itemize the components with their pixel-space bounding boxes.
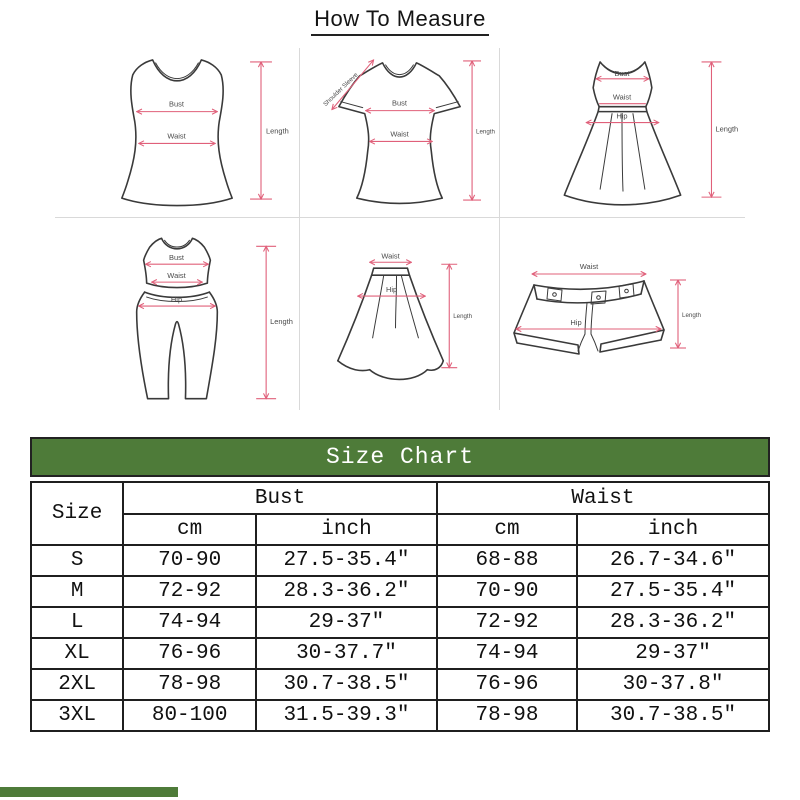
length-label: Length xyxy=(476,128,495,136)
measure-lines xyxy=(516,274,686,348)
bust-cm-cell: 78-98 xyxy=(123,669,256,700)
bust-inch-cell: 28.3-36.2″ xyxy=(256,576,437,607)
measurement-illustrations-grid xyxy=(55,48,745,410)
waist-inch-cell: 30.7-38.5″ xyxy=(577,700,769,731)
size-chart-section xyxy=(30,437,770,732)
waist-cm-cell: 78-98 xyxy=(437,700,577,731)
size-cell: S xyxy=(31,545,123,576)
illustration-cell-t-shirt xyxy=(300,48,500,218)
bust-cm-cell: 76-96 xyxy=(123,638,256,669)
dress-illustration xyxy=(500,48,745,217)
bust-inch-cell: 27.5-35.4″ xyxy=(256,545,437,576)
hip-label: Hip xyxy=(570,318,582,327)
size-cell: XL xyxy=(31,638,123,669)
two-piece-set-illustration xyxy=(55,218,299,410)
bust-cm-cell: 70-90 xyxy=(123,545,256,576)
bust-inch-cell: 30.7-38.5″ xyxy=(256,669,437,700)
table-row-xl xyxy=(31,638,769,669)
waist-inch-cell: 26.7-34.6″ xyxy=(577,545,769,576)
bust-label: Bust xyxy=(169,99,184,109)
waist-cm-cell: 68-88 xyxy=(437,545,577,576)
size-cell: 3XL xyxy=(31,700,123,731)
header-bust-inch: inch xyxy=(256,514,437,545)
size-cell: L xyxy=(31,607,123,638)
waist-label: Waist xyxy=(390,129,409,139)
waist-label: Waist xyxy=(167,131,186,141)
size-cell: 2XL xyxy=(31,669,123,700)
bust-inch-cell: 30-37.7″ xyxy=(256,638,437,669)
illustration-cell-sleeveless-top xyxy=(55,48,300,218)
two-piece-outline xyxy=(137,238,218,398)
bust-inch-cell: 29-37″ xyxy=(256,607,437,638)
waist-label: Waist xyxy=(167,271,186,281)
page-header xyxy=(0,6,800,36)
measure-lines xyxy=(358,262,458,367)
bust-label: Bust xyxy=(614,68,630,78)
header-bust: Bust xyxy=(123,482,437,514)
skirt-illustration xyxy=(300,218,499,410)
bottom-accent-strip xyxy=(0,787,178,797)
shorts-outline xyxy=(514,281,664,354)
bust-cm-cell: 72-92 xyxy=(123,576,256,607)
table-row-3xl xyxy=(31,700,769,731)
waist-inch-cell: 30-37.8″ xyxy=(577,669,769,700)
waist-label: Waist xyxy=(612,92,632,102)
dress-outline xyxy=(564,62,680,205)
illustration-cell-shorts xyxy=(500,218,745,410)
header-waist-cm: cm xyxy=(437,514,577,545)
measure-lines xyxy=(137,62,272,199)
measure-lines xyxy=(139,246,276,398)
hip-label: Hip xyxy=(170,295,183,305)
waist-inch-cell: 29-37″ xyxy=(577,638,769,669)
bust-cm-cell: 74-94 xyxy=(123,607,256,638)
waist-cm-cell: 76-96 xyxy=(437,669,577,700)
length-label: Length xyxy=(682,312,701,319)
waist-inch-cell: 27.5-35.4″ xyxy=(577,576,769,607)
size-cell: M xyxy=(31,576,123,607)
header-waist: Waist xyxy=(437,482,769,514)
table-header-row xyxy=(31,482,769,514)
bust-label: Bust xyxy=(392,98,407,108)
waist-label: Waist xyxy=(579,262,599,271)
table-subheader-row xyxy=(31,514,769,545)
illustration-cell-dress xyxy=(500,48,745,218)
header-size: Size xyxy=(31,482,123,545)
size-chart-table xyxy=(30,481,770,732)
size-chart-title: Size Chart xyxy=(30,437,770,477)
page-title: How To Measure xyxy=(311,6,489,36)
waist-inch-cell: 28.3-36.2″ xyxy=(577,607,769,638)
table-row-l xyxy=(31,607,769,638)
waist-cm-cell: 72-92 xyxy=(437,607,577,638)
length-label: Length xyxy=(265,126,289,136)
table-row-s xyxy=(31,545,769,576)
illustration-cell-skirt xyxy=(300,218,500,410)
length-label: Length xyxy=(270,316,293,326)
waist-label: Waist xyxy=(381,251,400,261)
table-row-m xyxy=(31,576,769,607)
bust-cm-cell: 80-100 xyxy=(123,700,256,731)
bust-label: Bust xyxy=(169,253,184,263)
length-label: Length xyxy=(453,312,473,320)
waist-cm-cell: 70-90 xyxy=(437,576,577,607)
bust-inch-cell: 31.5-39.3″ xyxy=(256,700,437,731)
shoulder-sleeve-label: Shoulder Sleeve xyxy=(322,71,360,108)
illustration-cell-two-piece-set xyxy=(55,218,300,410)
hip-label: Hip xyxy=(616,111,628,121)
length-label: Length xyxy=(715,124,739,134)
hip-label: Hip xyxy=(385,285,398,295)
sleeveless-top-illustration xyxy=(55,48,299,217)
table-row-2xl xyxy=(31,669,769,700)
t-shirt-illustration xyxy=(300,48,499,217)
header-bust-cm: cm xyxy=(123,514,256,545)
waist-cm-cell: 74-94 xyxy=(437,638,577,669)
shorts-illustration xyxy=(500,218,745,410)
header-waist-inch: inch xyxy=(577,514,769,545)
